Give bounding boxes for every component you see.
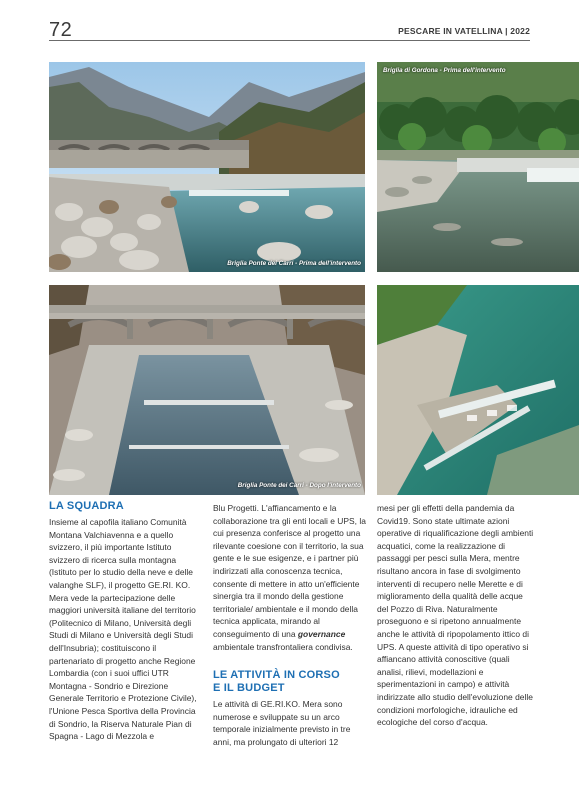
article-column-2 bbox=[213, 502, 367, 749]
page-number: 72 bbox=[49, 19, 73, 41]
article-column-1 bbox=[49, 500, 203, 743]
photo-caption: Briglia Ponte dei Carri - Prima dell'intervento bbox=[227, 260, 361, 267]
paragraph-text: Blu Progetti. L'affiancamento e la collaborazione tra gli enti locali e UPS, la cui presenza conferisce al progetto una rilevante coesione con il territorio, la sua gente e le sue esigenze, e i partner più indirizzati alla conoscenza tecnica, consente di mettere in atto un'efficiente sinergia tra il mondo della gestione territoriale/ ambientale e il mondo della tecnica applicata, mirando al conseguimento di una bbox=[213, 503, 366, 639]
running-head: PESCARE IN VATELLINA | 2022 bbox=[398, 26, 530, 36]
photo-gordona-before bbox=[377, 62, 579, 272]
section-title-line: E IL BUDGET bbox=[213, 682, 285, 695]
photo-caption: Briglia di Gordona - Prima dell'intervento bbox=[383, 67, 506, 74]
photo-caption: Briglia Ponte dei Carri - Dopo l'intervento bbox=[237, 482, 361, 489]
photo-ponte-dei-carri-after bbox=[49, 285, 365, 495]
emphasis-governance: governance bbox=[297, 628, 346, 639]
photo-fish-passage bbox=[377, 285, 579, 495]
article-column-3 bbox=[377, 502, 535, 729]
article-paragraph bbox=[213, 502, 367, 653]
article-paragraph: Le attività di GE.RI.KO. Mera sono numerose e sviluppate su un arco temporale inizialmente previsto in tre anni, ma prolungato di ulteriori 12 bbox=[213, 699, 351, 747]
header-rule bbox=[49, 40, 530, 41]
article-paragraph: Insieme al capofila italiano Comunità Montana Valchiavenna e a quello svizzero, il più importante Istituto svizzero di ricerca sulla montagna (Istituto per lo studio della neve e delle valanghe SLF), il progetto GE.RI. KO. Mera vede la partecipazione delle maggiori università italiane del territorio (Politecnico di Milano, Università degli Studi di Milano e Università degli Studi dell'Insubria); costituiscono il partenariato di progetto anche Regione Lombardia (con i suoi uffici UTR Montagna - Sondrio e Direzione Generale Territorio e Protezione Civile), l'Unione Pesca Sportiva della Provincia di Sondrio, la Riserva Naturale Pian di Spagna - Lago di Mezzola e bbox=[49, 517, 197, 742]
photo-ponte-dei-carri-before bbox=[49, 62, 365, 272]
section-title-attivita bbox=[213, 669, 367, 695]
section-title-la-squadra: LA SQUADRA bbox=[49, 500, 124, 512]
article-paragraph: mesi per gli effetti della pandemia da Covid19. Sono state ultimate azioni operative di riqualificazione degli ambienti acquatici, come la realizzazione di passaggi per pesci sulla Mera, mentre risultano ancora in fase di svolgimento interventi di recupero nelle Merette e di miglioramento della qualità delle acque del Pozzo di Riva. Naturalmente proseguono e si ripetono annualmente anche le attività di ripopolamento ittico di UPS. A queste attività di tipo operativo si affiancano attività conoscitive (quali analisi, rilievi, modellazioni e sperimentazioni in campo) e attività indirizzate allo studio dell'evoluzione delle condizioni morfologiche, idrauliche ed ecologiche del corso d'acqua. bbox=[377, 503, 534, 728]
paragraph-text: ambientale transfrontaliera condivisa. bbox=[213, 641, 353, 652]
section-title-line: LE ATTIVITÀ IN CORSO bbox=[213, 669, 340, 682]
